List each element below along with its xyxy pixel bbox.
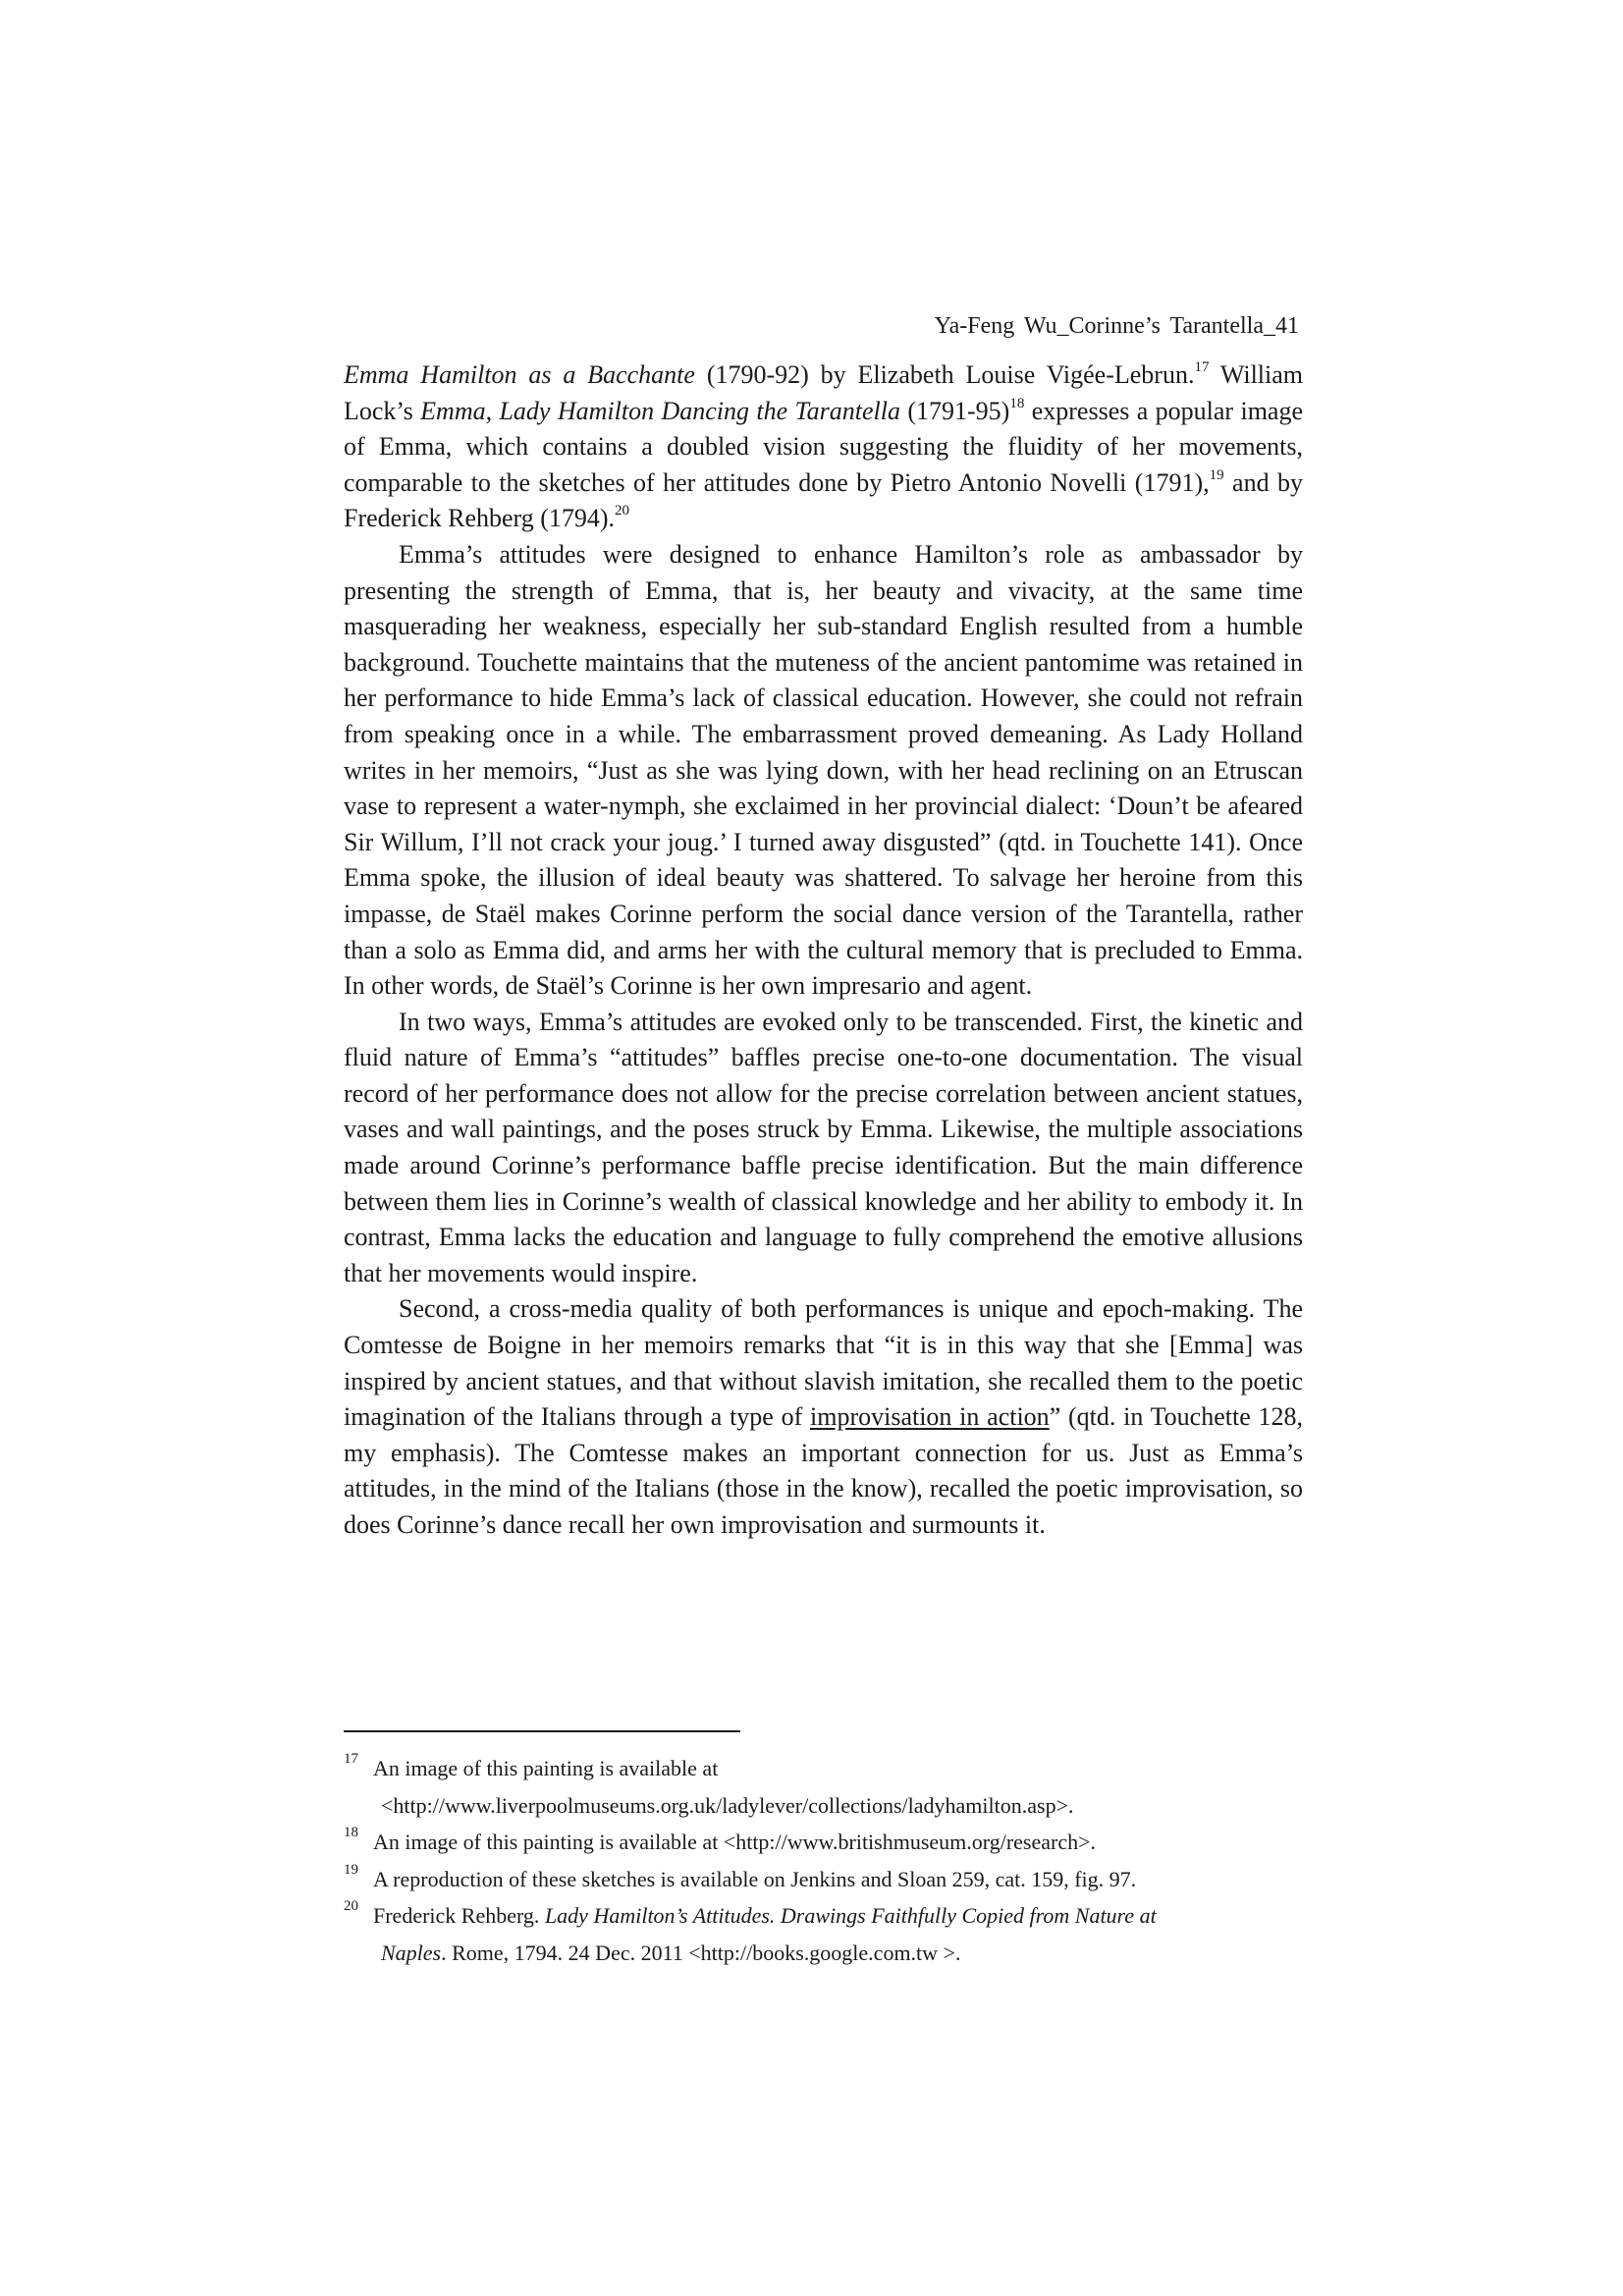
- footnote-ref: 19: [1209, 466, 1224, 483]
- text-run: (1790-92) by Elizabeth Louise Vigée-Lebrun.: [694, 360, 1195, 389]
- text-run: Emma’s attitudes were designed to enhance Hamilton’s role as ambassador by presenting the strength of Emma, that is, her beauty and vivacity, at the same time masquerading her weakness, especially her sub-standard English resulted from a humble background. Touchette maintains that the muteness of the ancient pantomime was retained in her performance to hide Emma’s lack of classical education. However, she could not refrain from speaking once in a while. The embarrassment proved demeaning. As Lady Holland writes in her memoirs, “Just as she was lying down, with her head reclining on an Etruscan vase to represent a water-nymph, she exclaimed in her provincial dialect: ‘Doun’t be afeared Sir Willum, I’ll not crack your joug.’ I turned away disgusted” (qtd. in Touchette 141). Once Emma spoke, the illusion of ideal beauty was shattered. To salvage her heroine from this impasse, de Staël makes Corinne perform the social dance version of the Tarantella, rather than a solo as Emma did, and arms her with the cultural memory that is precluded to Emma. In other words, de Staël’s Corinne is her own impresario and agent.: [344, 539, 1303, 1001]
- running-head: Ya-Feng Wu_Corinne’s Tarantella_41: [934, 313, 1299, 339]
- text-run: A reproduction of these sketches is available on Jenkins and Sloan 259, cat. 159, fig. 97.: [373, 1866, 1137, 1891]
- footnote-text: [373, 1861, 1303, 1898]
- text-run: Frederick Rehberg.: [373, 1903, 545, 1928]
- footnote-line: [373, 1750, 1303, 1787]
- italic-title: Lady Hamilton’s Attitudes. Drawings Faithfully Copied from Nature at: [544, 1903, 1157, 1928]
- footnote: [344, 1861, 1303, 1898]
- footnote-line: [373, 1897, 1303, 1935]
- footnote-ref: 18: [1009, 395, 1025, 411]
- text-run: An image of this painting is available at <http://www.britishmuseum.org/research>.: [373, 1830, 1097, 1854]
- italic-title: Emma, Lady Hamilton Dancing the Tarantella: [420, 396, 900, 425]
- footnote-line: [373, 1935, 1303, 1972]
- footnotes: [344, 1750, 1303, 1971]
- footnote-text: [373, 1750, 1303, 1824]
- footnote-ref: 20: [615, 503, 630, 519]
- text-run: William Lock’s: [344, 360, 1303, 425]
- italic-title: Emma Hamilton as a Bacchante: [344, 360, 695, 389]
- text-run: (1791-95): [899, 396, 1010, 425]
- text-run: expresses a popular image of Emma, which contains a doubled vision suggesting the fluidity of her movements, comparable to the sketches of her attitudes done by Pietro Antonio Novelli (1791),: [344, 396, 1303, 497]
- paragraph: [344, 537, 1303, 1005]
- text-run: and by Frederick Rehberg (1794).: [344, 467, 1303, 533]
- text-run: Second, a cross-media quality of both performances is unique and epoch-making. The Comtesse de Boigne in her memoirs remarks that “it is in this way that she [Emma] was inspired by ancient statues, and that without slavish imitation, she recalled them to the poetic imagination of the Italians through a type of: [344, 1294, 1303, 1432]
- text-run: <http://www.liverpoolmuseums.org.uk/ladylever/collections/ladyhamilton.asp>.: [381, 1792, 1074, 1818]
- text-run: An image of this painting is available at: [373, 1756, 719, 1780]
- footnote-number: 20: [344, 1898, 358, 1914]
- body-text: [344, 357, 1303, 1544]
- footnote: [344, 1824, 1303, 1861]
- footnote: [344, 1750, 1303, 1824]
- footnote-number: 19: [344, 1861, 358, 1878]
- footnote-separator: [344, 1730, 740, 1732]
- underlined-emphasis: improvisation in action: [810, 1402, 1050, 1432]
- footnote-text: [373, 1824, 1303, 1861]
- footnote-line: [373, 1824, 1303, 1861]
- footnote-number: 17: [344, 1751, 358, 1767]
- paragraph: [344, 357, 1303, 537]
- footnote-number: 18: [344, 1825, 358, 1840]
- paragraph: [344, 1005, 1303, 1292]
- footnote-ref: 17: [1194, 359, 1210, 375]
- text-run: . Rome, 1794. 24 Dec. 2011 <http://books.google.com.tw >.: [441, 1940, 961, 1965]
- text-run: In two ways, Emma’s attitudes are evoked only to be transcended. First, the kinetic and fluid nature of Emma’s “attitudes” baffles precise one-to-one documentation. The visual record of her performance does not allow for the precise correlation between ancient statues, vases and wall paintings, and the poses struck by Emma. Likewise, the multiple associations made around Corinne’s performance baffle precise identification. But the main difference between them lies in Corinne’s wealth of classical knowledge and her ability to embody it. In contrast, Emma lacks the education and language to fully comprehend the emotive allusions that her movements would inspire.: [344, 1007, 1303, 1287]
- footnote-line: [373, 1787, 1303, 1825]
- italic-title: Naples: [381, 1940, 442, 1965]
- footnote-line: [373, 1861, 1303, 1898]
- footnote-text: [373, 1897, 1303, 1971]
- paragraph: [344, 1291, 1303, 1543]
- text-run: ” (qtd. in Touchette 128, my emphasis). The Comtesse makes an important connection for us. Just as Emma’s attitudes, in the mind of the Italians (those in the know), recalled the poetic improvisation, so does Corinne’s dance recall her own improvisation and surmounts it.: [344, 1402, 1303, 1539]
- footnote: [344, 1897, 1303, 1971]
